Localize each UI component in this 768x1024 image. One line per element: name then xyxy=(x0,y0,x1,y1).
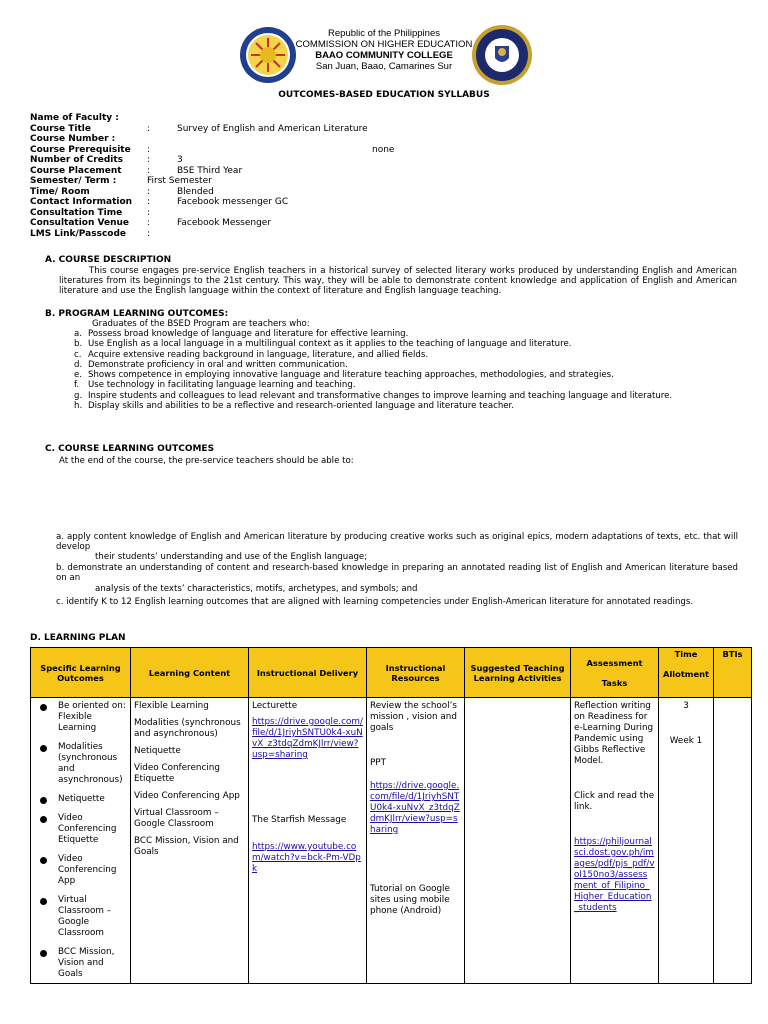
info-colon: : xyxy=(147,207,151,218)
content-item: Flexible Learning xyxy=(134,701,209,711)
list-item xyxy=(34,947,127,980)
delivery-text: Lecturette xyxy=(252,701,298,711)
info-value: First Semester xyxy=(147,176,212,186)
list-item xyxy=(60,350,750,360)
column-header: Learning Content xyxy=(131,648,249,698)
list-item xyxy=(34,854,127,887)
info-label: LMS Link/Passcode xyxy=(30,228,127,239)
outcome-text: Virtual Classroom – Google Classroom xyxy=(58,895,112,938)
republic-line: Republic of the Philippines xyxy=(328,28,440,39)
delivery-cell xyxy=(249,698,367,984)
program-outcomes-intro: Graduates of the BSED Program are teachers who: xyxy=(92,319,310,329)
info-label: Consultation Time xyxy=(30,207,123,218)
info-value: none xyxy=(372,144,395,155)
content-cell xyxy=(131,698,249,984)
resources-cell xyxy=(367,698,465,984)
column-header: Time Allotment xyxy=(659,648,714,698)
assessment-text: Click and read the link. xyxy=(574,791,655,812)
resource-text: Review the school’s mission , vision and goals xyxy=(370,701,457,733)
list-item xyxy=(34,813,127,846)
program-outcomes-heading: B. PROGRAM LEARNING OUTCOMES: xyxy=(45,309,229,319)
course-outcomes-heading: C. COURSE LEARNING OUTCOMES xyxy=(45,444,215,454)
content-item: Netiquette xyxy=(134,746,181,756)
activities-cell xyxy=(465,698,571,984)
info-label: Course Number : xyxy=(30,134,116,144)
list-text: Shows competence in employing innovative language and literature teaching approaches, methodologies, and strategies. xyxy=(88,370,614,381)
list-text: Inspire students and colleagues to lead relevant and transformative changes to improve learning and teaching language and literature. xyxy=(88,390,673,401)
info-value: Facebook Messenger xyxy=(177,218,272,228)
list-text: Possess broad knowledge of language and literature for effective learning. xyxy=(88,329,409,339)
info-label: Number of Credits xyxy=(30,155,124,165)
list-item xyxy=(60,401,750,411)
list-item xyxy=(60,391,750,401)
column-header: Assessment Tasks xyxy=(571,648,659,698)
list-item xyxy=(34,794,127,805)
program-outcomes-list xyxy=(60,329,750,411)
learning-plan-heading: D. LEARNING PLAN xyxy=(30,633,126,643)
content-item: Modalities (synchronous and asynchronous) xyxy=(134,718,241,739)
list-marker: b. xyxy=(74,339,83,350)
list-text: Display skills and abilities to be a reflective and research-oriented language and literature teacher. xyxy=(88,401,515,412)
drive-link[interactable]: https://drive.google.com/file/d/1JriyhSNTU0k4-xuNvX_z3tdqZdmKJlrr/view?usp=sharing xyxy=(252,717,363,760)
column-header: Specific Learning Outcomes xyxy=(31,648,131,698)
info-value: 3 xyxy=(177,155,183,165)
info-label: Consultation Venue xyxy=(30,218,130,228)
list-text: Use English as a local language in a multilingual context as it applies to the teaching of language and literature. xyxy=(88,339,572,350)
list-text: Acquire extensive reading background in language, literature, and allied fields. xyxy=(88,349,429,360)
college-address: San Juan, Baao, Camarines Sur xyxy=(315,61,453,72)
learning-plan-table xyxy=(30,647,752,984)
list-item xyxy=(60,329,750,339)
resource-text: PPT xyxy=(370,758,386,768)
info-label: Course Title xyxy=(30,123,91,134)
column-header: BTIs xyxy=(714,648,752,698)
outcome-text: Be oriented on: Flexible Learning xyxy=(58,701,126,733)
list-item xyxy=(60,339,750,349)
table-header-row xyxy=(31,648,752,698)
list-item xyxy=(60,380,750,390)
time-cell xyxy=(659,698,714,984)
list-text: Use technology in facilitating language learning and teaching. xyxy=(88,380,356,391)
list-marker: h. xyxy=(74,401,83,412)
info-colon: : xyxy=(147,123,151,134)
time-week: Week 1 xyxy=(669,736,703,746)
commission-line: COMMISSION ON HIGHER EDUCATION xyxy=(295,39,473,50)
content-item: BCC Mission, Vision and Goals xyxy=(134,836,239,857)
list-item xyxy=(34,895,127,939)
info-label: Time/ Room xyxy=(30,186,90,197)
youtube-link[interactable]: https://www.youtube.com/watch?v=bck-Pm-VDpk xyxy=(252,842,361,874)
outcome-text: Modalities (synchronous and asynchronous) xyxy=(58,742,123,785)
course-outcomes-intro: At the end of the course, the pre-service teachers should be able to: xyxy=(59,456,354,466)
course-outcome-a-cont: their students’ understanding and use of the English language; xyxy=(95,552,368,562)
resource-text: Tutorial on Google sites using mobile phone (Android) xyxy=(370,884,450,916)
drive-link[interactable]: https://drive.google.com/file/d/1JriyhSNTU0k4-xuNvX_z3tdqZdmKJlrr/view?usp=sharing xyxy=(370,781,460,835)
assessment-text: Reflection writing on Readiness for e-Learning During Pandemic using Gibbs Reflective Model. xyxy=(574,701,654,766)
info-label: Name of Faculty : xyxy=(30,113,119,123)
list-marker: c. xyxy=(74,349,82,360)
outcome-text: Netiquette xyxy=(58,794,105,804)
info-value: Survey of English and American Literature xyxy=(177,123,368,134)
info-colon: : xyxy=(147,144,151,155)
list-marker: e. xyxy=(74,370,83,381)
content-item: Video Conferencing App xyxy=(134,791,240,801)
course-outcome-b: b. demonstrate an understanding of content and research-based knowledge in preparing an annotated reading list of English and American literature based on an xyxy=(56,563,738,584)
outcome-text: Video Conferencing App xyxy=(58,854,117,886)
list-text: Demonstrate proficiency in oral and written communication. xyxy=(88,359,348,370)
course-description-text: This course engages pre-service English teachers in a historical survey of selected literary works produced by understanding English and American literatures from its beginnings to the 21st century. This way, they will be able to demonstrate content knowledge and application of English and American literature and use the English language within the context of literature and English language teaching. xyxy=(59,266,737,297)
info-colon: : xyxy=(147,218,151,228)
info-value: BSE Third Year xyxy=(177,165,243,176)
content-item: Video Conferencing Etiquette xyxy=(134,763,220,784)
column-header: Instructional Delivery xyxy=(249,648,367,698)
column-header: Instructional Resources xyxy=(367,648,465,698)
list-marker: f. xyxy=(74,380,80,391)
column-header: Suggested Teaching Learning Activities xyxy=(465,648,571,698)
outcome-text: BCC Mission, Vision and Goals xyxy=(58,947,115,979)
page-title: OUTCOMES-BASED EDUCATION SYLLABUS xyxy=(278,90,490,100)
info-colon: : xyxy=(147,186,151,197)
list-item xyxy=(34,701,127,734)
course-outcome-c: c. identify K to 12 English learning outcomes that are aligned with learning competencies under English-American literature for annotated readings. xyxy=(56,597,694,607)
info-label: Course Prerequisite xyxy=(30,144,131,155)
list-item xyxy=(60,360,750,370)
info-colon: : xyxy=(147,197,151,207)
info-label: Semester/ Term : xyxy=(30,176,117,186)
content-item: Virtual Classroom – Google Classroom xyxy=(134,808,219,829)
btis-cell xyxy=(714,698,752,984)
course-description-heading: A. COURSE DESCRIPTION xyxy=(45,255,172,265)
info-colon: : xyxy=(147,165,151,176)
course-outcome-a: a. apply content knowledge of English and American literature by producing creative works such as original epics, modern adaptations of texts, etc. that will develop xyxy=(56,532,738,553)
assessment-cell xyxy=(571,698,659,984)
outcome-text: Video Conferencing Etiquette xyxy=(58,813,117,845)
info-label: Course Placement xyxy=(30,165,122,176)
list-marker: g. xyxy=(74,390,83,401)
list-marker: d. xyxy=(74,359,83,370)
institution-header xyxy=(0,28,768,72)
table-row xyxy=(31,698,752,984)
course-outcome-b-cont: analysis of the texts’ characteristics, motifs, archetypes, and symbols; and xyxy=(95,584,418,594)
info-colon: : xyxy=(147,228,151,239)
info-value: Blended xyxy=(177,186,214,197)
college-name: BAAO COMMUNITY COLLEGE xyxy=(315,50,453,61)
outcomes-cell xyxy=(31,698,131,984)
list-item xyxy=(60,370,750,380)
info-value: Facebook messenger GC xyxy=(177,197,289,207)
info-colon: : xyxy=(147,155,151,165)
time-hours: 3 xyxy=(683,701,689,711)
journal-link[interactable]: https://philjournalsci.dost.gov.ph/images/pdf/pjs_pdf/vol150no3/assessment_of_Filipino_Higher_Education_students xyxy=(574,837,655,913)
delivery-text: The Starfish Message xyxy=(252,815,347,825)
info-label: Contact Information xyxy=(30,197,133,207)
list-item xyxy=(34,742,127,786)
list-marker: a. xyxy=(74,329,82,339)
